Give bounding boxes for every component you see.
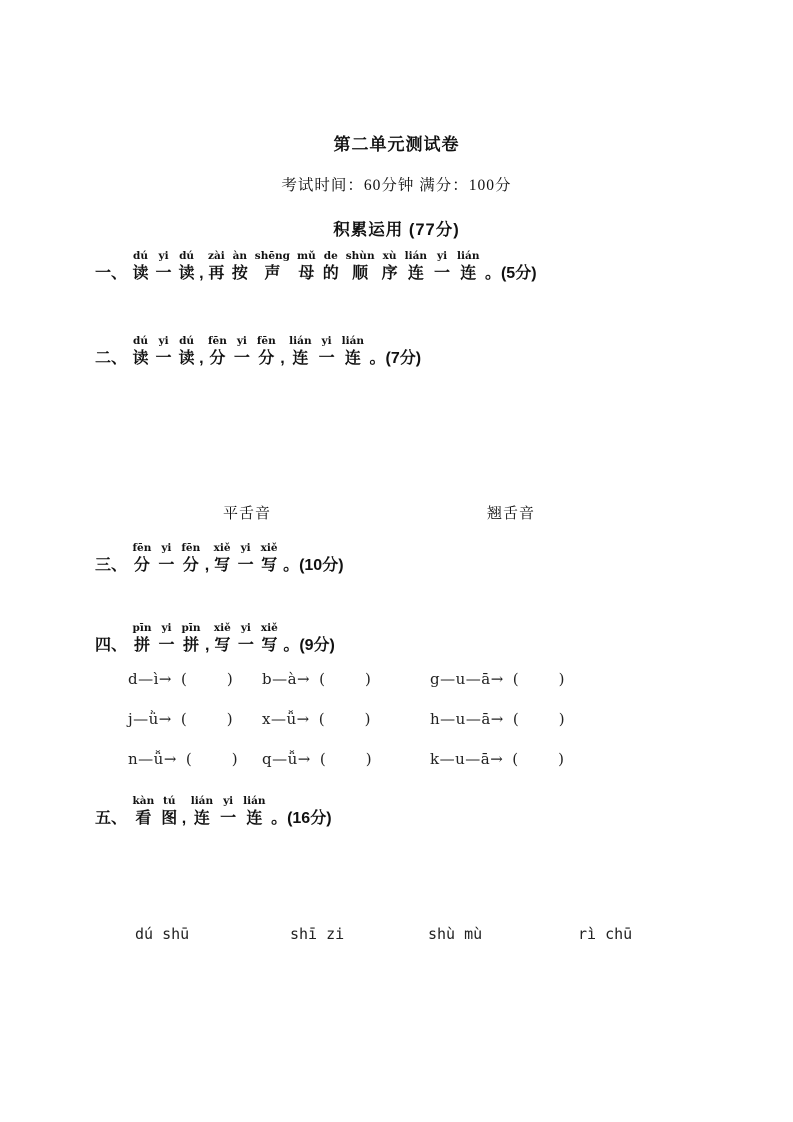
hanzi-with-pinyin <box>255 250 290 285</box>
spelling-expression: j—ǜ→ <box>128 710 172 728</box>
hanzi-character: 写 <box>214 637 231 654</box>
spelling-item <box>262 710 370 728</box>
question-number: 三、 <box>95 557 128 574</box>
answer-bracket-open: ( <box>318 710 325 728</box>
hanzi-character: 分 <box>133 557 150 574</box>
spelling-expression: h—u—ā→ <box>430 710 504 728</box>
pinyin-annotation: mǔ <box>297 250 316 262</box>
hanzi-character: 连 <box>292 350 309 367</box>
pinyin-annotation: xiě <box>213 542 231 554</box>
answer-bracket-close: ) <box>364 670 371 688</box>
hanzi-with-pinyin <box>161 795 177 830</box>
spelling-item <box>430 750 564 768</box>
hanzi-character: 分 <box>258 350 275 367</box>
pinyin-annotation: pīn <box>181 622 201 634</box>
hanzi-character: 一 <box>158 557 175 574</box>
label-curled-tongue-sound: 翘舌音 <box>487 505 536 522</box>
hanzi-character: , <box>204 637 210 654</box>
pinyin-annotation: àn <box>232 250 247 262</box>
hanzi-character: 一 <box>318 350 335 367</box>
exam-info: 考试时间：60分钟 满分：100分 <box>281 177 512 194</box>
answer-bracket-open: ( <box>512 670 519 688</box>
spelling-item <box>262 670 371 688</box>
hanzi-with-pinyin <box>191 795 213 830</box>
pinyin-annotation: yi <box>158 250 169 262</box>
hanzi-character: 母 <box>298 265 315 282</box>
pinyin-annotation: xiě <box>260 542 278 554</box>
spelling-row <box>128 670 688 700</box>
pinyin-annotation: yi <box>321 335 332 347</box>
hanzi-with-pinyin <box>156 250 172 285</box>
answer-bracket-close: ) <box>558 750 564 768</box>
question-score: 。(5分) <box>484 265 537 282</box>
hanzi-character: 序 <box>381 265 398 282</box>
hanzi-character: 一 <box>237 557 254 574</box>
hanzi-with-pinyin <box>257 335 276 370</box>
answer-bracket-open: ( <box>180 670 187 688</box>
answer-bracket-open: ( <box>319 670 325 688</box>
hanzi-character: 读 <box>178 350 195 367</box>
spelling-expression: g—u—ā→ <box>430 670 504 688</box>
hanzi-with-pinyin <box>434 250 450 285</box>
picture-word-row <box>0 925 793 949</box>
hanzi-with-pinyin <box>289 335 311 370</box>
spelling-expression: x—ǚ→ <box>262 710 310 728</box>
hanzi-with-pinyin <box>346 250 375 285</box>
spelling-expression: d—ì→ <box>128 670 172 688</box>
punctuation <box>199 250 203 285</box>
hanzi-with-pinyin <box>261 622 278 657</box>
spelling-item <box>128 670 233 688</box>
hanzi-with-pinyin <box>214 622 231 657</box>
hanzi-character: 写 <box>261 637 278 654</box>
hanzi-character: 一 <box>434 265 451 282</box>
hanzi-with-pinyin <box>319 335 335 370</box>
question-score: 。(16分) <box>271 810 332 827</box>
pinyin-annotation: shēng <box>254 250 290 262</box>
answer-bracket-close: ) <box>231 750 238 768</box>
hanzi-with-pinyin <box>179 250 195 285</box>
spelling-item <box>430 710 565 728</box>
hanzi-with-pinyin <box>133 795 155 830</box>
punctuation <box>280 335 284 370</box>
pinyin-annotation: fēn <box>132 542 152 554</box>
hanzi-character: , <box>199 265 204 282</box>
pinyin-annotation: tú <box>163 795 176 807</box>
answer-bracket-close: ) <box>365 750 372 768</box>
question-heading-2 <box>95 335 421 370</box>
hanzi-with-pinyin <box>133 542 152 577</box>
pinyin-annotation: yi <box>436 250 448 262</box>
hanzi-with-pinyin <box>133 335 149 370</box>
pinyin-annotation: dú <box>179 250 195 262</box>
hanzi-character: 连 <box>344 350 361 367</box>
hanzi-with-pinyin <box>214 542 231 577</box>
hanzi-with-pinyin <box>133 622 152 657</box>
hanzi-character: 一 <box>155 350 172 367</box>
spelling-item <box>128 750 238 768</box>
spelling-expression: q—ǚ→ <box>262 750 311 768</box>
punctuation <box>182 795 186 830</box>
hanzi-character: 一 <box>155 265 172 282</box>
pinyin-annotation: shùn <box>345 250 375 262</box>
punctuation <box>205 542 209 577</box>
hanzi-character: 一 <box>220 810 237 827</box>
hanzi-with-pinyin <box>181 542 200 577</box>
hanzi-character: , <box>280 350 285 367</box>
hanzi-with-pinyin <box>297 250 316 285</box>
answer-bracket-close: ) <box>558 670 565 688</box>
hanzi-with-pinyin <box>405 250 427 285</box>
hanzi-character: 连 <box>193 810 210 827</box>
question-heading-3 <box>95 542 344 577</box>
pinyin-annotation: yi <box>161 622 172 634</box>
hanzi-with-pinyin <box>208 250 225 285</box>
hanzi-character: 顺 <box>352 265 369 282</box>
hanzi-with-pinyin <box>382 250 398 285</box>
answer-bracket-close: ) <box>364 710 371 728</box>
picture-word-label: rì chū <box>578 925 633 943</box>
punctuation <box>205 622 209 657</box>
answer-bracket-close: ) <box>226 710 233 728</box>
question-number: 五、 <box>95 810 128 827</box>
picture-word-label: shī zi <box>290 925 345 943</box>
answer-bracket-close: ) <box>558 710 565 728</box>
spelling-row <box>128 710 688 740</box>
hanzi-with-pinyin <box>156 335 172 370</box>
answer-bracket-open: ( <box>512 750 519 768</box>
pinyin-annotation: xù <box>382 250 397 262</box>
question-number: 四、 <box>95 637 128 654</box>
hanzi-character: 再 <box>208 265 225 282</box>
hanzi-character: 按 <box>231 265 248 282</box>
hanzi-with-pinyin <box>158 542 174 577</box>
section-title: 积累运用 (77分) <box>333 221 460 239</box>
punctuation <box>199 335 203 370</box>
hanzi-character: 一 <box>233 350 250 367</box>
hanzi-character: 拼 <box>133 637 150 654</box>
pinyin-annotation: fēn <box>208 335 227 347</box>
question-number: 一、 <box>95 265 128 282</box>
hanzi-character: 写 <box>214 557 231 574</box>
pinyin-annotation: dú <box>133 250 149 262</box>
pinyin-annotation: lián <box>190 795 214 807</box>
hanzi-character: 图 <box>161 810 178 827</box>
spelling-item <box>430 670 565 688</box>
pinyin-annotation: kàn <box>132 795 155 807</box>
hanzi-character: 一 <box>237 637 254 654</box>
answer-bracket-open: ( <box>319 750 326 768</box>
question-score: 。(10分) <box>283 557 344 574</box>
picture-word-label: shù mù <box>428 925 483 943</box>
hanzi-character: 连 <box>460 265 477 282</box>
question-heading-1 <box>95 250 537 285</box>
pinyin-annotation: yi <box>240 622 251 634</box>
hanzi-character: 分 <box>209 350 226 367</box>
hanzi-character: 读 <box>178 265 195 282</box>
spelling-expression: k—u—ā→ <box>430 750 504 768</box>
pinyin-annotation: lián <box>404 250 428 262</box>
pinyin-annotation: zài <box>208 250 225 262</box>
spelling-expression: b—à→ <box>262 670 311 688</box>
question-score: 。(7分) <box>369 350 422 367</box>
pinyin-annotation: pīn <box>132 622 152 634</box>
pinyin-annotation: dú <box>179 335 195 347</box>
label-flat-tongue-sound: 平舌音 <box>223 505 272 522</box>
hanzi-character: 拼 <box>182 637 199 654</box>
hanzi-with-pinyin <box>261 542 278 577</box>
hanzi-with-pinyin <box>208 335 227 370</box>
answer-bracket-open: ( <box>512 710 519 728</box>
spelling-item <box>128 710 233 728</box>
hanzi-with-pinyin <box>179 335 195 370</box>
hanzi-with-pinyin <box>182 622 201 657</box>
pinyin-annotation: xiě <box>260 622 278 634</box>
pinyin-annotation: lián <box>243 795 266 807</box>
hanzi-character: , <box>181 810 187 827</box>
hanzi-character: 连 <box>407 265 424 282</box>
hanzi-character: 一 <box>158 637 175 654</box>
picture-word-label: dú shū <box>135 925 190 943</box>
pinyin-annotation: lián <box>457 250 480 262</box>
pinyin-annotation: yi <box>240 542 251 554</box>
question-score: 。(9分) <box>283 637 335 654</box>
hanzi-with-pinyin <box>238 542 254 577</box>
spelling-expression: n—ǚ→ <box>128 750 177 768</box>
pinyin-annotation: lián <box>341 335 365 347</box>
pinyin-annotation: yi <box>158 335 169 347</box>
pinyin-annotation: fēn <box>181 542 201 554</box>
spelling-row <box>128 750 688 780</box>
hanzi-with-pinyin <box>342 335 364 370</box>
hanzi-with-pinyin <box>133 250 149 285</box>
hanzi-character: 写 <box>261 557 278 574</box>
hanzi-with-pinyin <box>323 250 339 285</box>
hanzi-with-pinyin <box>238 622 254 657</box>
question-number: 二、 <box>95 350 128 367</box>
hanzi-with-pinyin <box>457 250 479 285</box>
pinyin-annotation: lián <box>289 335 312 347</box>
spelling-item <box>262 750 372 768</box>
hanzi-character: 看 <box>135 810 152 827</box>
hanzi-character: 读 <box>132 265 149 282</box>
answer-bracket-open: ( <box>185 750 192 768</box>
hanzi-with-pinyin <box>232 250 248 285</box>
hanzi-character: 连 <box>246 810 263 827</box>
pinyin-annotation: yi <box>223 795 234 807</box>
hanzi-character: , <box>199 350 204 367</box>
pinyin-annotation: fēn <box>256 335 276 347</box>
pinyin-annotation: yi <box>236 335 247 347</box>
question-heading-5 <box>95 795 332 830</box>
page-title: 第二单元测试卷 <box>333 135 460 154</box>
hanzi-character: 声 <box>264 265 281 282</box>
pinyin-annotation: de <box>323 250 338 262</box>
hanzi-with-pinyin <box>220 795 236 830</box>
hanzi-character: , <box>204 557 210 574</box>
pinyin-annotation: yi <box>161 542 172 554</box>
hanzi-with-pinyin <box>158 622 174 657</box>
answer-bracket-open: ( <box>180 710 187 728</box>
hanzi-character: 的 <box>322 265 339 282</box>
hanzi-character: 读 <box>132 350 149 367</box>
pinyin-annotation: dú <box>133 335 149 347</box>
pinyin-annotation: xiě <box>213 622 231 634</box>
hanzi-with-pinyin <box>243 795 265 830</box>
question-heading-4 <box>95 622 335 657</box>
answer-bracket-close: ) <box>226 670 233 688</box>
hanzi-with-pinyin <box>234 335 250 370</box>
hanzi-character: 分 <box>182 557 199 574</box>
